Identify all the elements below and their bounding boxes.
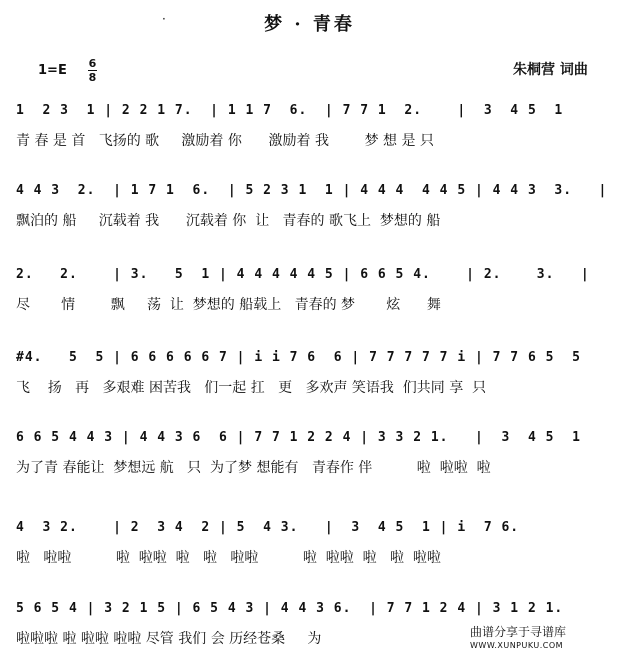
lyrics-line: 尽 情 飘 荡 让 梦想的 船载上 青春的 梦 炫 舞: [16, 297, 441, 313]
author-credit: 朱桐营 词曲: [513, 62, 588, 78]
score-system-3: [0, 262, 619, 322]
score-system-2: [0, 178, 619, 238]
score-system-5: [0, 425, 619, 485]
lyrics-line: 啦啦啦 啦 啦啦 啦啦 尽管 我们 会 历经苍桑 为: [16, 631, 322, 647]
key-signature: 1=E: [38, 63, 67, 78]
time-signature-top: 6: [88, 57, 97, 70]
lyrics-line: 飞 扬 再 多艰难 困苦我 们一起 扛 更 多欢声 笑语我 们共同 享 只: [16, 380, 487, 396]
notation-line: 1 2 3 1 | 2 2 1 7. | 1 1 7 6. | 7 7 1 2. | 3 4 5 1: [16, 103, 564, 118]
header-dot: ·: [162, 12, 166, 26]
song-title: 梦 · 青春: [264, 14, 355, 35]
lyrics-line: 为了青 春能让 梦想远 航 只 为了梦 想能有 青春作 伴 啦 啦啦 啦: [16, 460, 491, 476]
notation-line: 6 6 5 4 4 3 | 4 4 3 6 6 | 7 7 1 2 2 4 | 3 3 2 1. | 3 4 5 1: [16, 430, 581, 445]
notation-line: 5 6 5 4 | 3 2 1 5 | 6 5 4 3 | 4 4 3 6. | 7 7 1 2 4 | 3 1 2 1.: [16, 601, 564, 616]
score-system-6: [0, 515, 619, 575]
notation-line: 4 3 2. | 2 3 4 2 | 5 4 3. | 3 4 5 1 | i 7 6.: [16, 520, 520, 535]
watermark-url: WWW.XUNPUKU.COM: [470, 641, 564, 650]
notation-line: 2. 2. | 3. 5 1 | 4 4 4 4 4 5 | 6 6 5 4. | 2. 3. |: [16, 267, 590, 282]
notation-line: #4. 5 5 | 6 6 6 6 6 7 | i i 7 6 6 | 7 7 7 7 7 i | 7 7 6 5 5: [16, 350, 581, 365]
watermark: [470, 625, 566, 653]
score-system-1: [0, 98, 619, 158]
notation-line: 4 4 3 2. | 1 7 1 6. | 5 2 3 1 1 | 4 4 4 4 4 5 | 4 4 3 3. |: [16, 183, 608, 198]
lyrics-line: 啦 啦啦 啦 啦啦 啦 啦 啦啦 啦 啦啦 啦 啦 啦啦: [16, 550, 441, 566]
time-signature: [88, 58, 97, 83]
score-system-4: [0, 345, 619, 405]
time-signature-bottom: 8: [88, 71, 97, 84]
lyrics-line: 飘泊的 船 沉载着 我 沉载着 你 让 青春的 歌飞上 梦想的 船: [16, 213, 441, 229]
watermark-text: 曲谱分享于寻谱库: [470, 625, 567, 639]
lyrics-line: 青 春 是 首 飞扬的 歌 激励着 你 激励着 我 梦 想 是 只: [16, 133, 434, 149]
